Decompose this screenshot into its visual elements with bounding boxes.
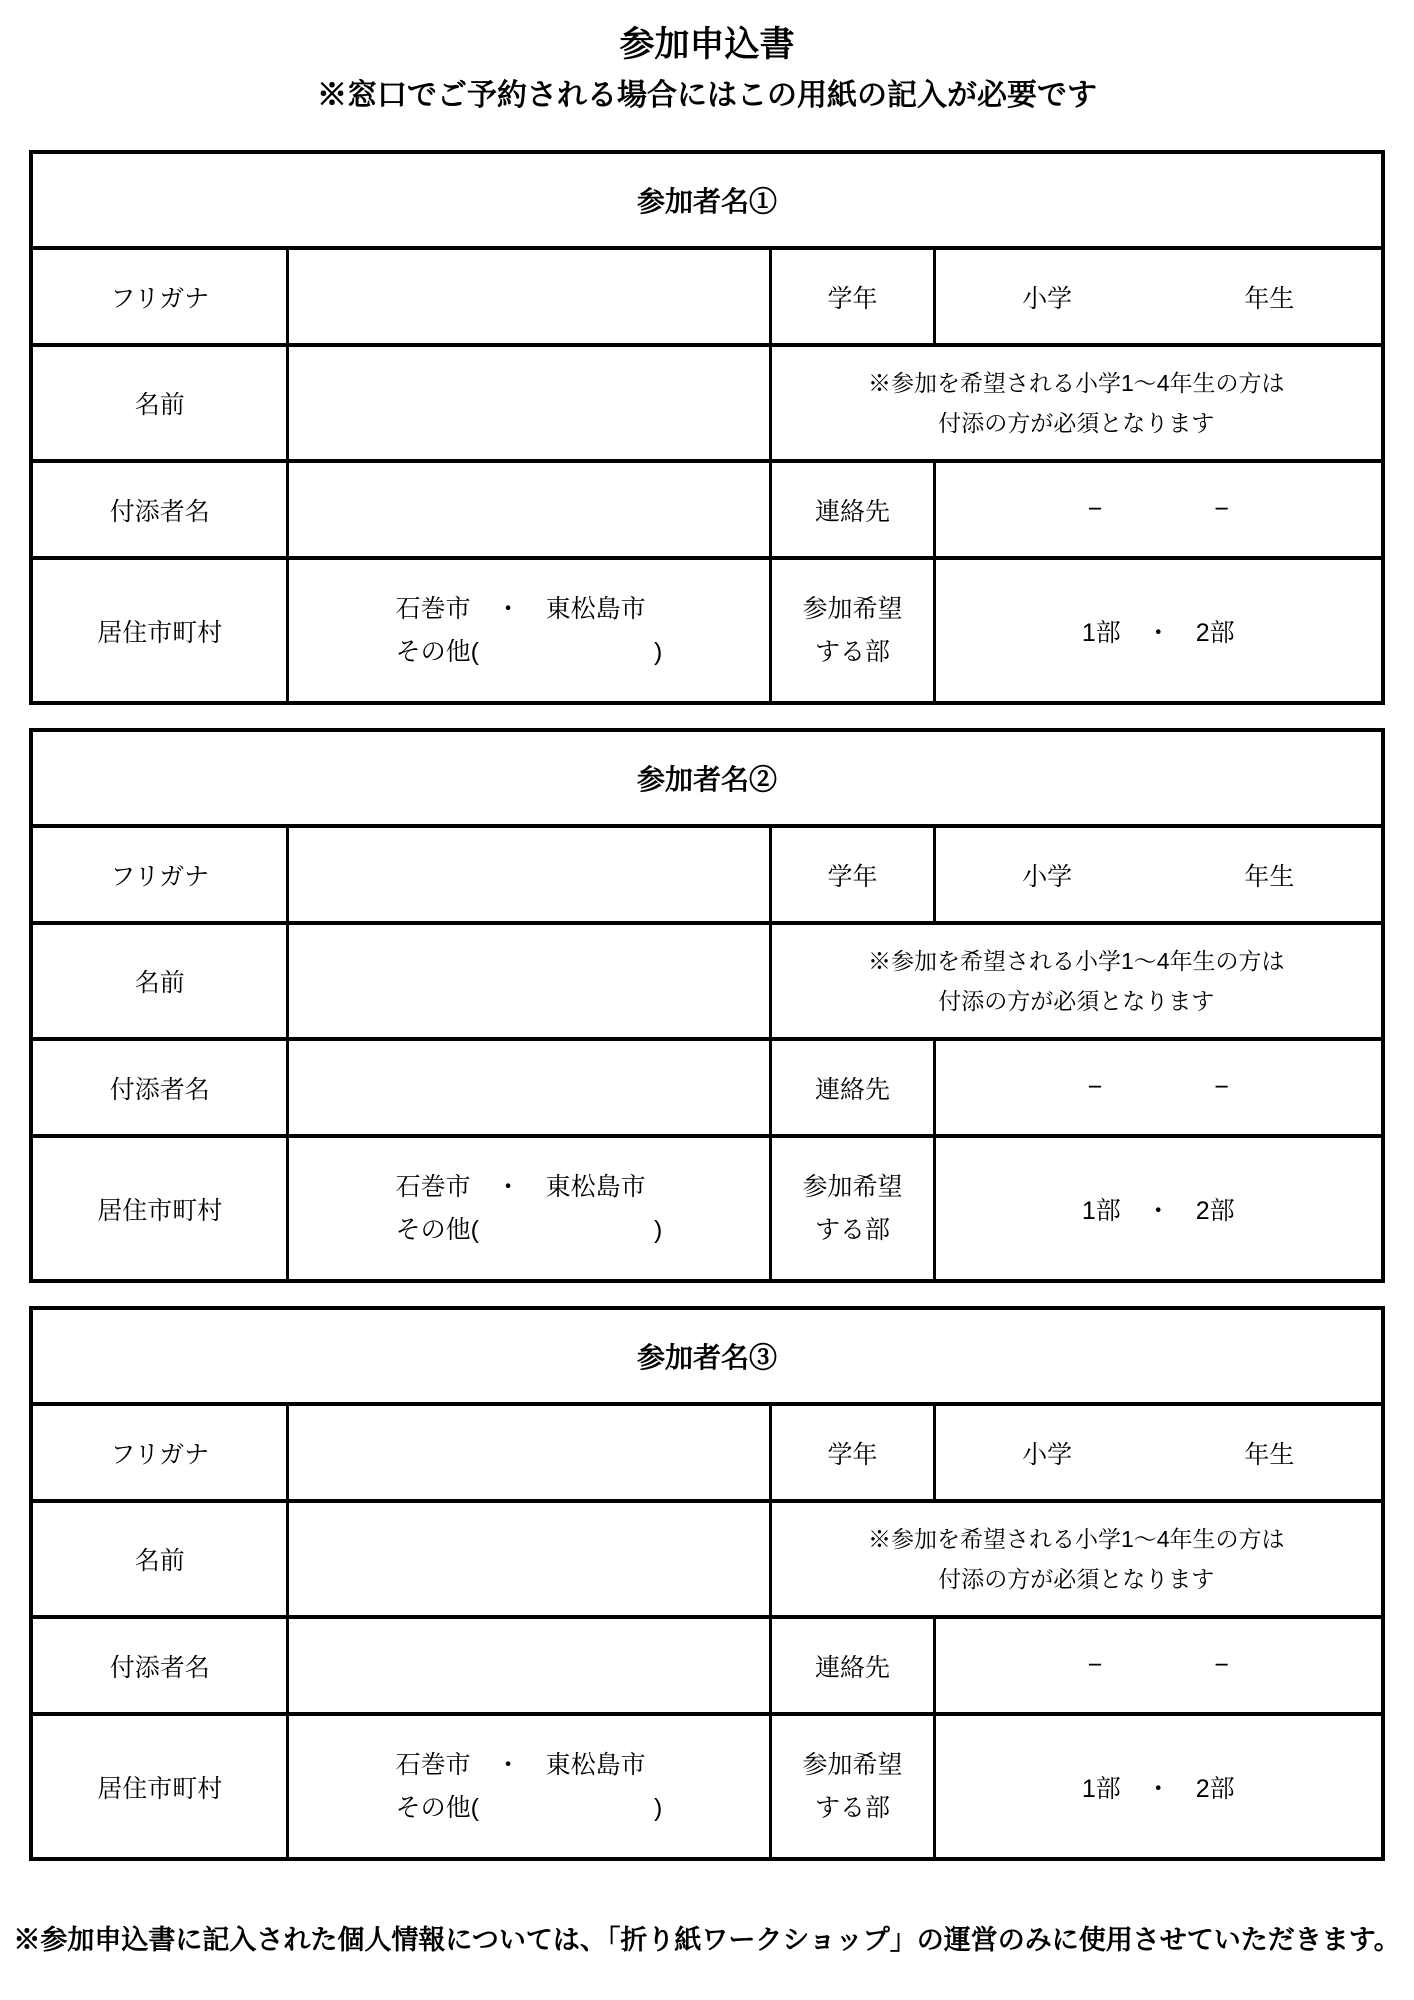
grade-prefix-label: 小学 (1022, 862, 1073, 891)
furigana-write-area (287, 1404, 770, 1501)
contact-entry-cell (934, 1039, 1382, 1136)
session-options-cell: 1部 ・ 2部 (934, 558, 1382, 703)
companion-note-line1: ※参加を希望される小学1〜4年生の方は (867, 1526, 1285, 1552)
name-write-area (287, 1501, 770, 1617)
companion-note-line2: 付添の方が必須となります (938, 988, 1215, 1015)
contact-label: 連絡先 (770, 1039, 934, 1136)
contact-label: 連絡先 (770, 1617, 934, 1714)
companion-note (770, 923, 1382, 1039)
companion-name-write-area (287, 1039, 770, 1136)
contact-dash: − (1214, 495, 1229, 524)
session-label (770, 558, 934, 703)
session-label-line1: 参加希望 (802, 1751, 903, 1780)
grade-suffix-label: 年生 (1244, 1440, 1295, 1469)
companion-name-label: 付添者名 (31, 461, 287, 558)
furigana-write-area (287, 248, 770, 345)
participant-header: 参加者名① (31, 152, 1382, 248)
companion-note-line2: 付添の方が必須となります (938, 1566, 1215, 1593)
session-label-line1: 参加希望 (802, 595, 903, 624)
participant-header: 参加者名③ (31, 1308, 1382, 1404)
session-label-line2: する部 (814, 637, 890, 666)
contact-dash: − (1214, 1073, 1229, 1102)
session-label (770, 1136, 934, 1281)
companion-note (770, 1501, 1382, 1617)
contact-dash: − (1087, 495, 1103, 524)
grade-entry-cell (934, 826, 1382, 923)
furigana-label: フリガナ (31, 826, 287, 923)
contact-entry-cell (934, 1617, 1382, 1714)
companion-name-write-area (287, 1617, 770, 1714)
residence-options-cell (287, 1136, 770, 1281)
page-title: 参加申込書 (619, 25, 795, 64)
residence-label: 居住市町村 (31, 558, 287, 703)
residence-options-line1: 石巻市 ・ 東松島市 (395, 1751, 646, 1780)
furigana-write-area (287, 826, 770, 923)
furigana-label: フリガナ (31, 1404, 287, 1501)
residence-label: 居住市町村 (31, 1714, 287, 1859)
residence-label: 居住市町村 (31, 1136, 287, 1281)
grade-label: 学年 (770, 1404, 934, 1501)
participant-table-2 (29, 728, 1384, 1283)
name-label: 名前 (31, 1501, 287, 1617)
grade-label: 学年 (770, 248, 934, 345)
grade-suffix-label: 年生 (1244, 862, 1295, 891)
grade-suffix-label: 年生 (1244, 284, 1295, 313)
session-options-cell: 1部 ・ 2部 (934, 1136, 1382, 1281)
residence-options-cell (287, 558, 770, 703)
companion-name-label: 付添者名 (31, 1617, 287, 1714)
participant-table-1 (29, 150, 1384, 705)
furigana-label: フリガナ (31, 248, 287, 345)
contact-dash: − (1214, 1651, 1229, 1680)
grade-label: 学年 (770, 826, 934, 923)
residence-options-cell (287, 1714, 770, 1859)
companion-name-write-area (287, 461, 770, 558)
companion-note (770, 345, 1382, 461)
participant-table-3 (29, 1306, 1384, 1861)
privacy-note: ※参加申込書に記入された個人情報については、「折り紙ワークショップ」の運営のみに使用させていただきます。 (13, 1925, 1401, 1956)
companion-name-label: 付添者名 (31, 1039, 287, 1136)
residence-options-line1: 石巻市 ・ 東松島市 (395, 1173, 646, 1202)
session-label (770, 1714, 934, 1859)
contact-label: 連絡先 (770, 461, 934, 558)
residence-options-line2: その他( ) (395, 1793, 663, 1822)
grade-entry-cell (934, 1404, 1382, 1501)
residence-options-line1: 石巻市 ・ 東松島市 (395, 595, 646, 624)
companion-note-line2: 付添の方が必須となります (938, 410, 1215, 437)
companion-note-line1: ※参加を希望される小学1〜4年生の方は (867, 948, 1285, 974)
session-label-line2: する部 (814, 1215, 890, 1244)
session-options-cell: 1部 ・ 2部 (934, 1714, 1382, 1859)
name-label: 名前 (31, 345, 287, 461)
participant-header: 参加者名② (31, 730, 1382, 826)
companion-note-line1: ※参加を希望される小学1〜4年生の方は (867, 370, 1285, 396)
name-write-area (287, 923, 770, 1039)
grade-entry-cell (934, 248, 1382, 345)
contact-dash: − (1087, 1651, 1103, 1680)
session-label-line1: 参加希望 (802, 1173, 903, 1202)
contact-entry-cell (934, 461, 1382, 558)
grade-prefix-label: 小学 (1022, 1440, 1073, 1469)
page-subtitle: ※窓口でご予約される場合にはこの用紙の記入が必要です (317, 79, 1097, 113)
residence-options-line2: その他( ) (395, 637, 663, 666)
contact-dash: − (1087, 1073, 1103, 1102)
session-label-line2: する部 (814, 1793, 890, 1822)
name-label: 名前 (31, 923, 287, 1039)
name-write-area (287, 345, 770, 461)
residence-options-line2: その他( ) (395, 1215, 663, 1244)
grade-prefix-label: 小学 (1022, 284, 1073, 313)
